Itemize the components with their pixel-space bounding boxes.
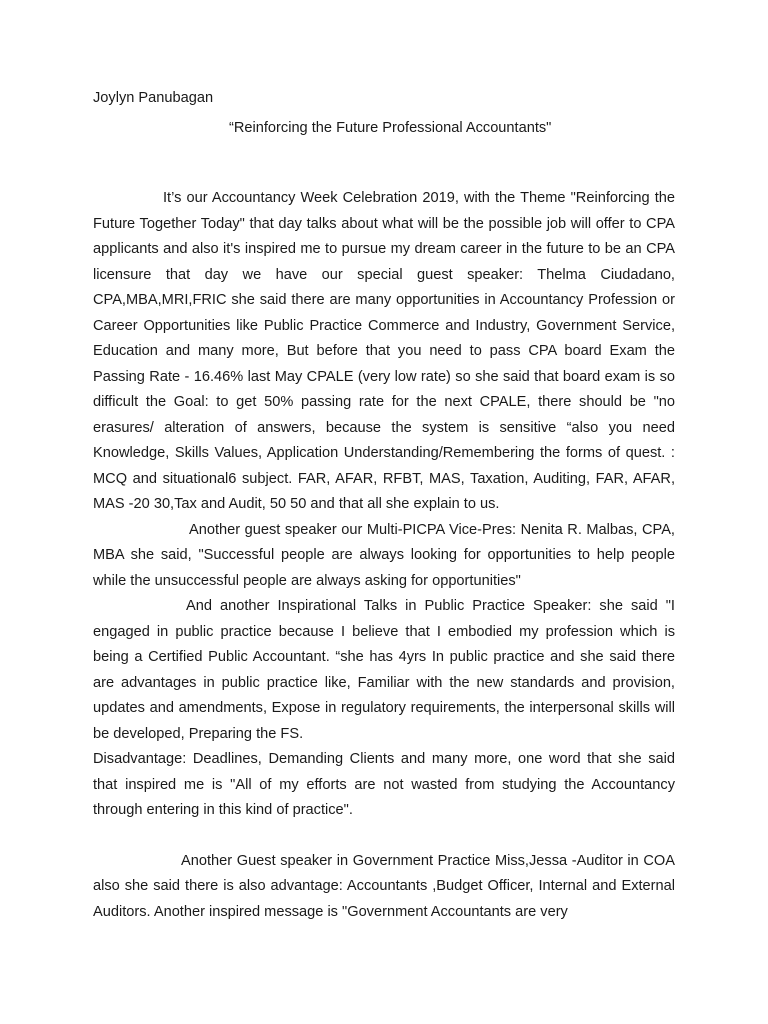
author-name: Joylyn Panubagan [93, 90, 214, 106]
document-body [93, 86, 675, 925]
paragraph-public-practice: And another Inspirational Talks in Public Practice Speaker: she said "I engaged in public practice because I believe that I embodied my profession which is being a Certified Public Accountant. “she has 4yrs In public practice and she said there are advantages in public practice like, Familiar with the new standards and provision, updates and amendments, Expose in regulatory requirements, the interpersonal skills will be developed, Preparing the FS. [93, 598, 675, 742]
paragraph-disadvantage: Disadvantage: Deadlines, Demanding Clients and many more, one word that she said that inspired me is "All of my efforts are not wasted from studying the Accountancy through entering in this kind of practice". [93, 751, 675, 818]
document-title: “Reinforcing the Future Professional Accountants" [229, 119, 552, 136]
paragraph-vice-president: Another guest speaker our Multi-PICPA Vice-Pres: Nenita R. Malbas, CPA, MBA she said, "Successful people are always looking for opportunities to help people while the unsuccessful people are always asking for opportunities" [93, 521, 675, 589]
paragraph-government-practice: Another Guest speaker in Government Practice Miss,Jessa -Auditor in COA also she said there is also advantage: Accountants ,Budget Officer, Internal and External Auditors. Another inspired message is "Government Accountants are very [93, 852, 675, 920]
paragraph-accountancy-week: It’s our Accountancy Week Celebration 2019, with the Theme "Reinforcing the Future Together Today" that day talks about what will be the possible job will offer to CPA applicants and also it's inspired me to pursue my dream career in the future to be an CPA licensure that day we have our special guest speaker: Thelma Ciudadano, CPA,MBA,MRI,FRIC she said there are many opportunities in Accountancy Profession or Career Opportunities like Public Practice Commerce and Industry, Government Service, Education and many more, But before that you need to pass CPA board Exam the Passing Rate - 16.46% last May CPALE (very low rate) so she said that board exam is so difficult the Goal: to get 50% passing rate for the next CPALE, there should be "no erasures/ alteration of answers, because the system is sensitive “also you need Knowledge, Skills Values, Application Understanding/Remembering the forms of quest. : MCQ and situational6 subject. FAR, AFAR, RFBT, MAS, Taxation, Auditing, FAR, AFAR, MAS -20 30,Tax and Audit, 50 50 and that all she explain to us. [93, 190, 675, 512]
